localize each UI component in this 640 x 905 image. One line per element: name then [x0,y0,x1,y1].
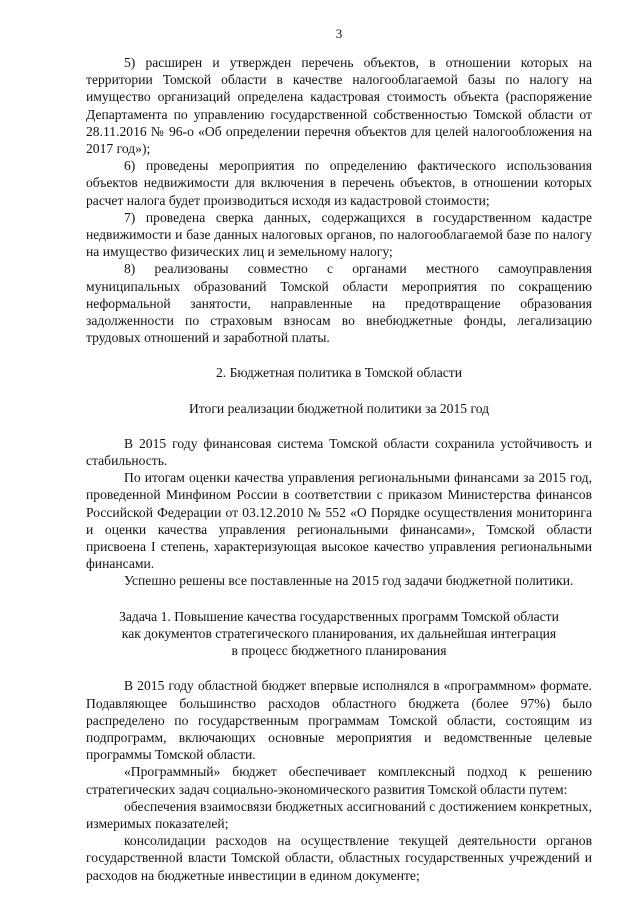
document-page [86,26,592,884]
task-heading-line: в процесс бюджетного планирования [231,643,447,659]
spacer [86,382,592,400]
paragraph-item-6: 6) проведены мероприятия по определению фактического использования объектов недвижимости для включения в перечень объектов, в отношении которых расчет налога будет производиться исходя из кадастровой стоимости; [86,158,592,208]
page-number: 3 [335,26,343,41]
paragraph-linkage: обеспечения взаимосвязи бюджетных ассигнований с достижением конкретных, измеримых показателей; [86,798,592,831]
paragraph-stability: В 2015 году финансовая система Томской области сохранила устойчивость и стабильность. [86,435,592,469]
paragraph-item-7: 7) проведена сверка данных, содержащихся в государственном кадастре недвижимости и базе данных налоговых органов, по налогооблагаемой базе по налогу на имущество физических лиц и земельному налогу; [86,209,592,260]
task-heading-line: как документов стратегического планирования, их дальнейшая интеграция [121,625,557,641]
paragraph-program-budget: В 2015 году областной бюджет впервые исполнялся в «программном» формате. Подавляющее большинство расходов областного бюджета (более 97%) было распределено по государственным программам Томской области, состоящим из подпрограмм, включающих основные мероприятия и ведомственные целевые программы Томской области. [86,678,592,763]
section-heading: 2. Бюджетная политика в Томской области [215,365,463,381]
paragraph-tasks-solved: Успешно решены все поставленные на 2015 год задачи бюджетной политики. [124,573,574,589]
spacer [86,417,592,435]
spacer [86,346,592,364]
paragraph-item-5: 5) расширен и утвержден перечень объектов, в отношении которых на территории Томской области в качестве налогооблагаемой базы по налогу на имущество организаций определена кадастровая стоимость объекта (распоряжение Департамента по управлению государственной собственностью Томской области от 28.11.2016 № 96-о «Об определении перечня объектов для целей налогообложения на 2017 год»); [86,55,592,157]
spacer [86,659,592,677]
paragraph-consolidation: консолидации расходов на осуществление текущей деятельности органов государственной власти Томской области, областных государственных учреждений и расходов на бюджетные инвестиции в едином документе; [86,833,592,883]
paragraph-program-approach: «Программный» бюджет обеспечивает комплексный подход к решению стратегических задач социально-экономического развития Томской области путем: [86,764,592,797]
task-heading-line: Задача 1. Повышение качества государственных программ Томской области [119,608,559,624]
subsection-heading: Итоги реализации бюджетной политики за 2015 год [188,400,490,416]
paragraph-quality-assessment: По итогам оценки качества управления региональными финансами за 2015 год, проведенной Минфином России в соответствии с приказом Министерства финансов Российской Федерации от 03.12.2010 № 552 «О Порядке осуществления мониторинга и оценки качества управления региональными финансами», Томской области присвоена I степень, характеризующая высокое качество управления региональными финансами. [86,470,592,572]
spacer [86,590,592,608]
task-heading [86,608,592,660]
paragraph-item-8: 8) реализованы совместно с органами местного самоуправления муниципальных образований Томской области мероприятия по сокращению неформальной занятости, направленные на предотвращение образования задолженности по страховым взносам во внебюджетные фонды, легализацию трудовых отношений и заработной платы. [86,261,592,346]
